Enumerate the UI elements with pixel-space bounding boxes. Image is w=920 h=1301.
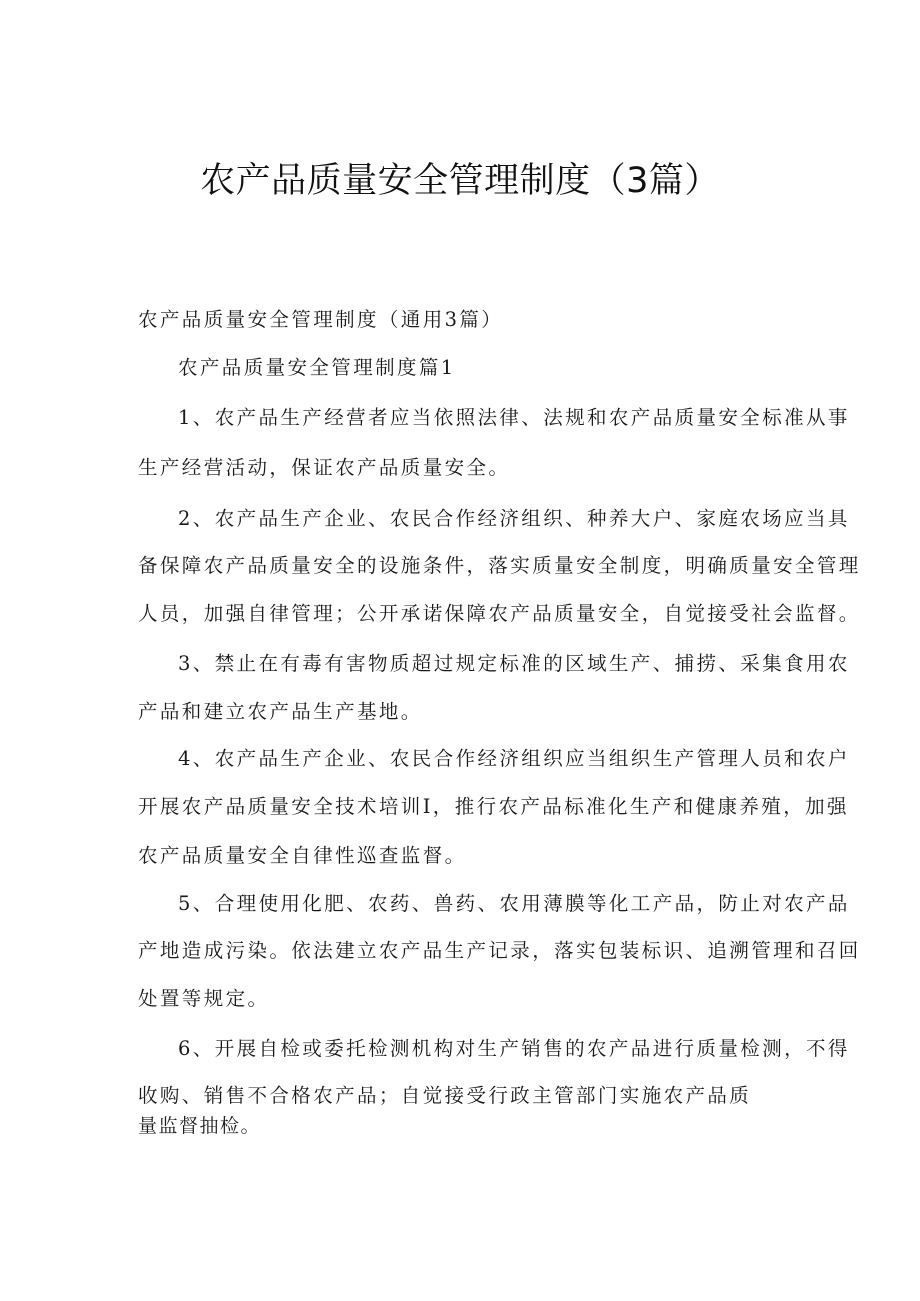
paragraph-line: 产品和建立农产品生产基地。 — [138, 700, 423, 723]
paragraph-line: 1、农产品生产经营者应当依照法律、法规和农产品质量安全标准从事 — [178, 406, 850, 429]
paragraph-line: 收购、销售不合格农产品；自觉接受行政主管部门实施农产品质 — [138, 1084, 752, 1107]
paragraph-line: 5、合理使用化肥、农药、兽药、农用薄膜等化工产品，防止对农产品 — [178, 892, 850, 915]
paragraph-line: 量监督抽检。 — [138, 1115, 262, 1137]
paragraph-line: 生产经营活动，保证农产品质量安全。 — [138, 456, 511, 479]
paragraph-line: 开展农产品质量安全技术培训I，推行农产品标准化生产和健康养殖，加强 — [138, 795, 849, 818]
section-heading: 农产品质量安全管理制度篇1 — [178, 356, 456, 379]
document-subtitle: 农产品质量安全管理制度（通用3篇） — [138, 308, 504, 331]
paragraph-line: 3、禁止在有毒有害物质超过规定标准的区域生产、捕捞、采集食用农 — [178, 652, 850, 675]
paragraph-line: 人员，加强自律管理；公开承诺保障农产品质量安全，自觉接受社会监督。 — [138, 602, 861, 625]
paragraph-line: 6、开展自检或委托检测机构对生产销售的农产品进行质量检测，不得 — [178, 1037, 850, 1060]
paragraph-line: 处置等规定。 — [138, 987, 270, 1010]
document-title: 农产品质量安全管理制度（3篇） — [200, 161, 720, 201]
paragraph-line: 2、农产品生产企业、农民合作经济组织、种养大户、家庭农场应当具 — [178, 507, 850, 530]
paragraph-line: 农产品质量安全自律性巡查监督。 — [138, 844, 467, 867]
paragraph-line: 4、农产品生产企业、农民合作经济组织应当组织生产管理人员和农户 — [178, 747, 850, 770]
paragraph-line: 备保障农产品质量安全的设施条件，落实质量安全制度，明确质量安全管理 — [138, 554, 861, 577]
paragraph-line: 产地造成污染。依法建立农产品生产记录，落实包装标识、追溯管理和召回 — [138, 939, 861, 962]
